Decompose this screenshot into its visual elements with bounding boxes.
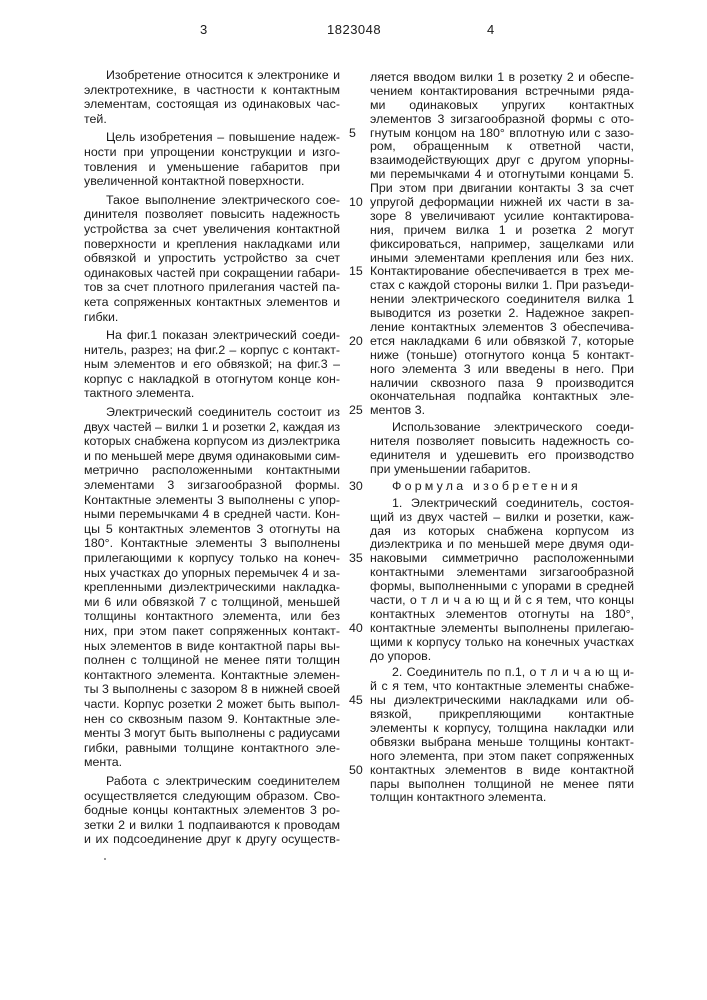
line-text: обвязкой и упростить устройство за счет [84,251,340,265]
line-text: цы 5 контактных элементов 3 отогнуты на [84,522,340,536]
line-number: 35 [349,552,365,566]
line-text: которых снабжена корпусом из диэлектрика [84,434,340,448]
text-line [84,434,340,449]
text-line [370,307,634,321]
line-text: дая из которых снабжена корпусом из [370,524,634,538]
line-text: увеличенной контактной поверхности. [84,174,304,188]
text-line [84,682,340,697]
scan-speck [312,823,314,825]
line-text: наличии сквозного паза 9 производится [370,376,634,390]
line-text: элементы к корпусу, толщина накладки или [370,721,634,735]
text-line [370,538,634,552]
text-line [370,127,634,141]
text-line [84,266,340,281]
page-number-left: 3 [200,22,207,37]
line-text: бодные концы контактных элементов 3 ро- [84,803,340,817]
text-line [370,580,634,594]
line-number: 25 [349,404,365,418]
text-line [370,421,634,435]
section-heading [370,480,634,494]
line-text: 180°. Контактные элементы 3 выполнены [84,536,340,550]
text-line [84,789,340,804]
text-line [84,222,340,237]
line-text: ным элементов и его обвязкой; на фиг.3 – [84,357,340,371]
text-line [370,552,634,566]
line-text: 1. Электрический соединитель, состоя- [392,496,634,510]
paragraph [370,71,634,418]
paragraph [84,774,340,847]
line-text: ных участках до упорных перемычек 4 и за- [84,566,340,580]
line-text: ты 3 выполнены с зазором 8 в нижней своей [84,682,340,696]
text-line [84,343,340,358]
line-text: вязкой, прикрепляющими контактные [370,707,634,721]
text-line [84,741,340,756]
line-text: наковыми симметрично расположенными [370,551,634,565]
line-text: единителя и удешевить его производство [370,448,634,462]
text-line [84,449,340,464]
text-line [370,85,634,99]
line-text: крепленными диэлектрическими накладка- [84,580,340,594]
text-line [84,112,340,127]
line-text: стах с каждой стороны вилки 1. При разъеди- [370,278,634,292]
text-line [84,624,340,639]
text-line [84,372,340,387]
text-line [370,113,634,127]
line-text: чением контактирования встречными ряда- [370,84,634,98]
page-number-right: 4 [487,22,494,37]
line-text: й с я тем, что контактные элементы снабже- [370,679,634,693]
text-line [84,68,340,83]
paragraph [84,193,340,324]
line-text: Использование электрического соеди- [392,420,634,434]
line-text: ляется вводом вилки 1 в розетку 2 и обеспе- [370,70,634,84]
text-line [84,207,340,222]
text-line [370,196,634,210]
text-line [370,511,634,525]
line-text: окончательная подпайка контактных эле- [370,389,634,403]
text-line [370,168,634,182]
text-line [84,522,340,537]
text-line [370,708,634,722]
text-line [84,251,340,266]
line-text: ного элемента 3 или введены в него. При [370,362,634,376]
text-line [84,405,340,420]
line-text: щими к корпусу только на конечных участках [370,635,634,649]
line-text: двух частей – вилки 1 и розетки 2, каждая из [84,420,340,434]
line-text: тактного элемента. [84,386,194,400]
line-text: ром, обращенным к ответной части, [370,139,634,153]
text-line [84,580,340,595]
text-line [370,480,634,494]
text-line [370,694,634,708]
line-text: нен со сквозным пазом 9. Контактные эле- [84,712,340,726]
paragraph [370,497,634,664]
line-text: менты 3 могут быть выполнены с радиусами [84,726,340,740]
text-line [84,507,340,522]
line-text: элементов 3 зигзагообразной формы с ото- [370,112,634,126]
text-line [370,791,634,805]
line-text: мента. [84,755,122,769]
line-text: выводится из розетки 2. Надежное закреп- [370,306,634,320]
text-line [370,321,634,335]
text-line [84,774,340,789]
line-text: ного элемента, при этом пакет сопряженных [370,749,634,763]
line-text: контактных элементов отогнуты на 180°, [370,607,634,621]
text-line [370,99,634,113]
line-text: На фиг.1 показан электрический соеди- [106,328,340,342]
patent-number: 1823048 [327,22,381,37]
line-text: товления и уменьшение габаритов при [84,160,340,174]
line-text: при уменьшении габаритов. [370,462,531,476]
line-text: кета сопряженных контактных элементов и [84,295,340,309]
text-line [370,566,634,580]
paragraph [84,68,340,126]
line-text: осуществляется следующим образом. Сво- [84,789,340,803]
text-line [370,335,634,349]
text-line [84,463,340,478]
paragraph [370,666,634,805]
line-text: Изобретение относится к электронике и [106,68,340,82]
line-text: контактных элементов в виде контактной [370,763,634,777]
line-text: метрично расположенными контактными [84,463,340,477]
text-line [84,160,340,175]
line-text: гибки, равными толщине контактного эле- [84,741,340,755]
line-text: элементами 3 зигзагообразной формы. [84,478,340,492]
line-text: Такое выполнение электрического сое- [106,193,340,207]
text-line [370,778,634,792]
line-text: элементам, состоящая из одинаковых час- [84,97,340,111]
text-line [84,653,340,668]
text-line [84,697,340,712]
text-line [84,328,340,343]
text-line [84,295,340,310]
text-line [370,636,634,650]
line-text: до упоров. [370,649,431,663]
text-line [84,726,340,741]
left-text-column [84,68,340,847]
line-text: контактного элемента. Контактные элемен- [84,668,340,682]
paragraph [84,328,340,401]
line-text: Контактные элементы 3 выполнены с упор- [84,493,340,507]
line-text: ными перемычками 4 в средней части. Кон- [84,507,340,521]
text-line [370,764,634,778]
text-line [370,154,634,168]
line-text: тов за счет плотного прилегания частей па- [84,280,340,294]
line-text: части, о т л и ч а ю щ и й с я тем, что концы [370,593,634,607]
line-text: полнен с толщиной не менее пяти толщин [84,653,340,667]
line-number: 5 [349,127,365,141]
text-line [370,140,634,154]
line-number: 45 [349,694,365,708]
text-line [84,493,340,508]
line-text: взаимодействующих друг с другом упорны- [370,153,634,167]
text-line [84,639,340,654]
text-line [84,357,340,372]
text-line [84,712,340,727]
line-text: части. Корпус розетки 2 может быть выпол- [84,697,340,711]
line-text: пары выполнен толщиной не менее пяти [370,777,634,791]
line-text: ментов 3. [370,403,425,417]
text-line [370,390,634,404]
line-text: нителя позволяет повысить надежность со- [370,434,634,448]
line-text: Формула изобретения [392,479,581,493]
line-text: одинаковых частей при сокращении габари- [84,266,340,280]
line-text: поверхности и крепления накладками или [84,237,340,251]
line-text: гнутым концом на 180° вплотную или с зазо- [370,126,634,140]
line-text: нении электрического соединителя вилка 1 [370,292,634,306]
line-text: щий из двух частей – вилки и розетки, каж- [370,510,634,524]
text-line [370,750,634,764]
right-text-column [370,68,634,805]
line-text: прилегающими к корпусу только на конеч- [84,551,340,565]
text-line [84,174,340,189]
line-number: 10 [349,196,365,210]
line-text: ется накладками 6 или обвязкой 7, которые [370,334,634,348]
text-line [84,803,340,818]
text-line [84,755,340,770]
line-text: Работа с электрическим соединителем [106,774,340,788]
line-text: динителя позволяет повысить надежность [84,207,340,221]
line-text: ности при упрощении конструкции и изго- [84,145,340,159]
line-number: 40 [349,622,365,636]
line-text: корпус с накладкой в отогнутом конце кон- [84,372,340,386]
text-line [84,609,340,624]
line-text: электротехнике, в частности к контактным [84,83,340,97]
text-line [84,310,340,325]
text-line [84,551,340,566]
line-text: ми перемычками 4 и отогнутыми концами 5. [370,167,634,181]
text-line [370,71,634,85]
line-text: упругой деформации нижней их части в за- [370,195,634,209]
line-text: зоре 8 увеличивают усилие контактирова- [370,209,634,223]
line-text: обвязки выбрана меньше толщины контакт- [370,735,634,749]
scan-speck [104,858,106,860]
paragraph [84,405,340,770]
text-line [370,435,634,449]
text-line [370,650,634,664]
text-line [370,279,634,293]
line-number: 20 [349,335,365,349]
text-line [370,722,634,736]
line-text: ных элементов в виде контактной пары вы- [84,639,340,653]
line-text: формы, выполненными с упорами в средней [370,579,634,593]
line-number: 50 [349,764,365,778]
line-text: ниже (тоньше) отогнутого конца 5 контакт- [370,348,634,362]
line-text: Контактирование обеспечивается в трех ме- [370,264,634,278]
line-text: ны диэлектрическими накладками или об- [370,693,634,707]
text-line [84,818,340,833]
line-text: контактные элементы выполнены прилегаю- [370,621,634,635]
text-line [84,595,340,610]
text-line [370,293,634,307]
text-line [370,608,634,622]
paragraph [84,130,340,188]
line-text: Цель изобретения – повышение надеж- [106,130,340,144]
line-text: фиксироваться, например, защелками или [370,237,634,251]
line-text: них, при этом пакет сопряженных контакт- [84,624,340,638]
line-text: 2. Соединитель по п.1, о т л и ч а ю щ и- [392,665,634,679]
line-text: гибки. [84,310,118,324]
text-line [370,404,634,418]
line-text: ми одинаковых упругих контактных [370,98,634,112]
text-line [370,680,634,694]
text-line [370,252,634,266]
line-text: толщины контактного элемента, или без [84,609,340,623]
text-line [370,182,634,196]
line-text: устройства за счет увеличения контактной [84,222,340,236]
text-line [84,478,340,493]
line-text: иными элементами крепления или без них. [370,251,634,265]
text-line [84,536,340,551]
text-line [370,224,634,238]
text-line [370,594,634,608]
text-line [370,210,634,224]
line-text: тей. [84,112,107,126]
line-text: Электрический соединитель состоит из [106,405,340,419]
text-line [370,622,634,636]
text-line [84,832,340,847]
line-number: 30 [349,480,365,494]
text-line [370,463,634,477]
line-text: ния, причем вилка 1 и розетка 2 могут [370,223,634,237]
text-line [370,736,634,750]
line-number: 15 [349,265,365,279]
text-line [84,130,340,145]
paragraph [370,421,634,477]
text-line [84,193,340,208]
text-line [370,666,634,680]
text-line [370,525,634,539]
text-line [370,265,634,279]
line-text: ми 6 или обвязкой 7 с толщиной, меньшей [84,595,340,609]
text-line [84,668,340,683]
text-line [84,280,340,295]
text-line [370,497,634,511]
line-text: ление контактных элементов 3 обеспечива- [370,320,634,334]
line-text: толщин контактного элемента. [370,790,546,804]
text-line [370,377,634,391]
text-line [370,238,634,252]
line-text: диэлектрика и по меньшей мере двумя оди- [370,537,634,551]
line-text: При этом при двигании контакты 3 за счет [370,181,634,195]
text-line [84,420,340,435]
text-line [84,83,340,98]
line-text: и по меньшей мере двумя одинаковыми сим- [84,449,340,463]
text-line [370,349,634,363]
text-line [84,145,340,160]
line-text: и их подсоединение друг к другу осуществ- [84,832,340,846]
text-line [370,363,634,377]
text-line [84,386,340,401]
text-line [84,97,340,112]
line-text: контактными элементами зигзагообразной [370,565,634,579]
text-line [84,566,340,581]
line-text: зетки 2 и вилки 1 подпаиваются к проводам [84,818,340,832]
text-line [370,449,634,463]
line-text: нитель, разрез; на фиг.2 – корпус с контакт- [84,343,340,357]
text-line [84,237,340,252]
